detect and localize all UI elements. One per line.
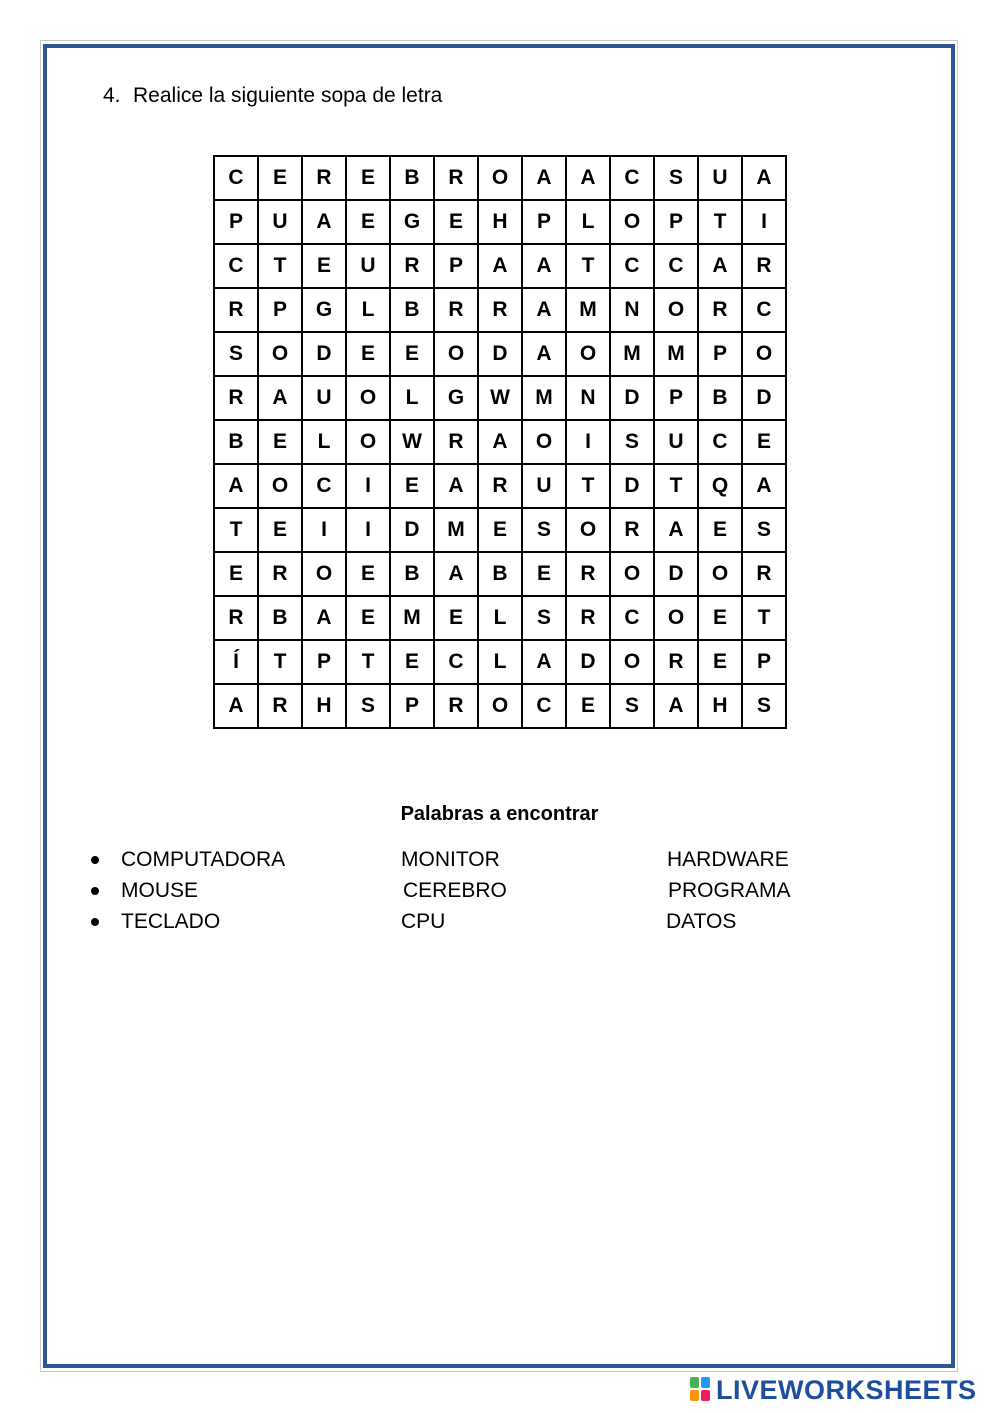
grid-cell: R [214,288,258,332]
grid-cell: A [302,200,346,244]
grid-cell: O [566,332,610,376]
grid-cell: E [698,640,742,684]
grid-cell: P [390,684,434,728]
grid-row [214,464,786,508]
grid-cell: R [390,244,434,288]
grid-cell: H [302,684,346,728]
grid-cell: P [522,200,566,244]
grid-cell: E [390,464,434,508]
grid-cell: R [698,288,742,332]
grid-cell: C [610,156,654,200]
grid-cell: A [654,684,698,728]
grid-cell: A [698,244,742,288]
grid-cell: R [742,244,786,288]
grid-cell: M [434,508,478,552]
grid-cell: D [390,508,434,552]
logo-text: LIVEWORKSHEETS [716,1374,977,1405]
grid-cell: C [654,244,698,288]
grid-cell: S [742,684,786,728]
grid-cell: D [610,464,654,508]
grid-cell: O [610,640,654,684]
grid-cell: T [742,596,786,640]
grid-cell: U [522,464,566,508]
grid-cell: L [478,596,522,640]
grid-cell: C [522,684,566,728]
grid-cell: T [346,640,390,684]
grid-cell: E [698,508,742,552]
grid-cell: D [742,376,786,420]
grid-cell: Í [214,640,258,684]
grid-cell: S [742,508,786,552]
grid-cell: M [654,332,698,376]
grid-cell: E [346,200,390,244]
word-list-item: HARDWARE [667,848,789,871]
grid-cell: L [302,420,346,464]
grid-cell: R [478,288,522,332]
grid-cell: E [302,244,346,288]
grid-cell: B [390,288,434,332]
grid-cell: R [566,596,610,640]
grid-cell: R [434,684,478,728]
grid-cell: L [566,200,610,244]
grid-cell: T [698,200,742,244]
grid-cell: A [434,464,478,508]
grid-cell: C [214,156,258,200]
grid-cell: E [258,156,302,200]
grid-row [214,640,786,684]
grid-cell: C [610,244,654,288]
grid-cell: A [522,288,566,332]
grid-row [214,156,786,200]
grid-cell: D [566,640,610,684]
grid-cell: A [522,640,566,684]
grid-cell: R [434,420,478,464]
grid-cell: E [698,596,742,640]
grid-cell: O [346,420,390,464]
grid-cell: P [434,244,478,288]
grid-cell: E [434,596,478,640]
grid-row [214,596,786,640]
grid-cell: O [478,156,522,200]
grid-row [214,332,786,376]
grid-cell: S [346,684,390,728]
grid-cell: P [654,376,698,420]
word-list-item: MONITOR [401,848,500,871]
grid-cell: R [742,552,786,596]
grid-cell: B [478,552,522,596]
grid-cell: N [610,288,654,332]
grid-cell: R [214,596,258,640]
word-list-item: CPU [401,910,446,933]
grid-cell: U [654,420,698,464]
grid-cell: D [654,552,698,596]
grid-row [214,684,786,728]
grid-cell: G [434,376,478,420]
grid-cell: H [478,200,522,244]
grid-cell: O [654,596,698,640]
grid-cell: R [610,508,654,552]
bullet [91,918,99,926]
grid-row [214,376,786,420]
grid-cell: P [654,200,698,244]
grid-cell: M [390,596,434,640]
grid-cell: C [698,420,742,464]
grid-row [214,288,786,332]
grid-cell: R [566,552,610,596]
grid-cell: I [742,200,786,244]
grid-cell: A [214,464,258,508]
grid-cell: E [390,332,434,376]
grid-cell: U [302,376,346,420]
grid-cell: U [698,156,742,200]
grid-cell: O [478,684,522,728]
grid-cell: S [522,596,566,640]
grid-cell: S [654,156,698,200]
bullet [91,856,99,864]
grid-cell: B [390,552,434,596]
grid-cell: I [346,464,390,508]
grid-cell: A [478,420,522,464]
grid-cell: A [478,244,522,288]
grid-cell: E [346,552,390,596]
grid-cell: O [258,464,302,508]
grid-cell: A [742,464,786,508]
grid-cell: R [302,156,346,200]
bullet [91,887,99,895]
grid-cell: E [434,200,478,244]
grid-cell: T [654,464,698,508]
grid-cell: C [610,596,654,640]
grid-cell: A [258,376,302,420]
grid-cell: R [214,376,258,420]
grid-cell: T [258,244,302,288]
grid-cell: I [566,420,610,464]
grid-cell: P [258,288,302,332]
grid-cell: L [478,640,522,684]
grid-row [214,552,786,596]
grid-cell: M [522,376,566,420]
grid-cell: E [478,508,522,552]
grid-row [214,200,786,244]
grid-cell: H [698,684,742,728]
grid-cell: E [258,420,302,464]
grid-cell: R [258,684,302,728]
grid-cell: A [522,332,566,376]
grid-cell: A [302,596,346,640]
grid-cell: T [566,244,610,288]
liveworksheets-logo-icon [690,1377,712,1403]
grid-cell: B [390,156,434,200]
grid-cell: Q [698,464,742,508]
grid-cell: R [654,640,698,684]
grid-cell: L [346,288,390,332]
grid-cell: P [742,640,786,684]
grid-cell: T [566,464,610,508]
grid-cell: S [610,420,654,464]
grid-cell: A [566,156,610,200]
word-list-item: PROGRAMA [668,879,791,902]
grid-cell: U [258,200,302,244]
grid-cell: O [610,200,654,244]
grid-cell: D [478,332,522,376]
grid-cell: E [742,420,786,464]
grid-cell: W [478,376,522,420]
grid-cell: A [522,156,566,200]
grid-cell: A [654,508,698,552]
grid-cell: D [302,332,346,376]
grid-cell: O [302,552,346,596]
grid-cell: A [214,684,258,728]
grid-cell: N [566,376,610,420]
grid-row [214,420,786,464]
grid-cell: C [742,288,786,332]
grid-cell: D [610,376,654,420]
grid-cell: O [566,508,610,552]
grid-cell: E [346,332,390,376]
grid-cell: G [302,288,346,332]
grid-cell: E [346,156,390,200]
grid-cell: P [698,332,742,376]
grid-cell: B [214,420,258,464]
grid-cell: R [258,552,302,596]
instruction-text: Realice la siguiente sopa de letra [133,84,443,107]
grid-cell: I [302,508,346,552]
grid-cell: A [742,156,786,200]
grid-cell: R [478,464,522,508]
word-list-item: DATOS [666,910,737,933]
grid-cell: W [390,420,434,464]
grid-cell: G [390,200,434,244]
grid-cell: B [698,376,742,420]
grid-cell: O [742,332,786,376]
grid-cell: I [346,508,390,552]
grid-cell: L [390,376,434,420]
grid-cell: U [346,244,390,288]
word-search-grid [213,155,787,729]
grid-cell: E [522,552,566,596]
grid-cell: O [610,552,654,596]
grid-cell: C [434,640,478,684]
word-list-item: TECLADO [121,910,221,933]
grid-cell: P [214,200,258,244]
instruction [103,84,442,108]
grid-cell: C [302,464,346,508]
grid-cell: P [302,640,346,684]
grid-cell: O [258,332,302,376]
grid-cell: R [434,288,478,332]
instruction-number: 4. [103,84,121,107]
grid-cell: M [610,332,654,376]
grid-row [214,508,786,552]
grid-cell: O [434,332,478,376]
grid-cell: A [522,244,566,288]
grid-cell: E [390,640,434,684]
grid-cell: S [610,684,654,728]
grid-cell: E [346,596,390,640]
words-title: Palabras a encontrar [400,803,599,825]
word-list-item: COMPUTADORA [121,848,286,871]
grid-cell: T [258,640,302,684]
grid-cell: E [258,508,302,552]
grid-cell: S [214,332,258,376]
liveworksheets-logo[interactable] [690,1375,977,1405]
grid-cell: E [214,552,258,596]
grid-cell: A [434,552,478,596]
grid-cell: O [346,376,390,420]
grid-cell: M [566,288,610,332]
word-list-item: CEREBRO [403,879,507,902]
grid-cell: B [258,596,302,640]
grid-cell: O [522,420,566,464]
grid-cell: O [698,552,742,596]
grid-cell: T [214,508,258,552]
word-list-item: MOUSE [121,879,199,902]
grid-cell: C [214,244,258,288]
grid-cell: R [434,156,478,200]
grid-cell: E [566,684,610,728]
grid-row [214,244,786,288]
grid-cell: S [522,508,566,552]
grid-cell: O [654,288,698,332]
